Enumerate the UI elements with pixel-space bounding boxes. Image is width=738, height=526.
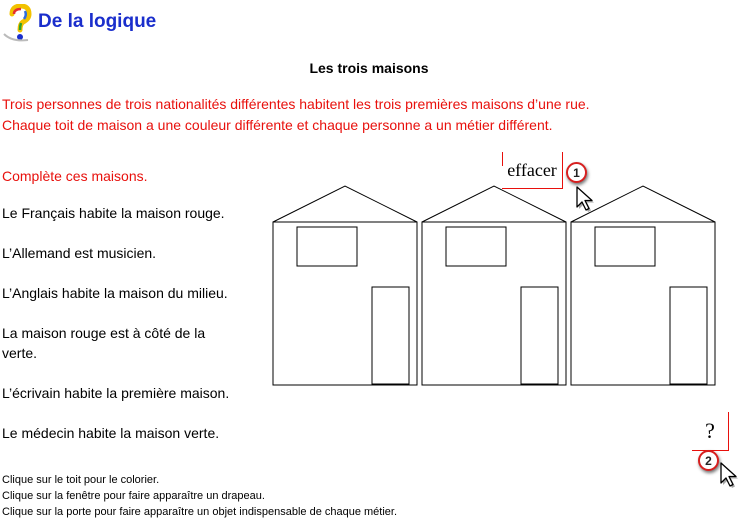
help-text-line: Clique sur la porte pour faire apparaître un objet indispensable de chaque métier.: [2, 506, 398, 518]
house-1: [273, 186, 417, 385]
house-1-door[interactable]: [372, 287, 409, 384]
erase-button[interactable]: effacer: [502, 152, 563, 189]
houses-area: [270, 184, 720, 388]
clue-text: Le médecin habite la maison verte.: [2, 425, 220, 441]
house-2-door[interactable]: [521, 287, 558, 384]
house-1-roof[interactable]: [273, 186, 417, 222]
house-2: [422, 186, 566, 385]
help-text-line: Clique sur la fenêtre pour faire apparaître un drapeau.: [2, 490, 265, 502]
question-mark-logo-icon: [2, 4, 32, 44]
intro-text-line: Chaque toit de maison a une couleur différente et chaque personne a un métier différent.: [2, 117, 553, 133]
help-text-line: Clique sur le toit pour le colorier.: [2, 474, 160, 486]
instruction-text: Complète ces maisons.: [2, 168, 148, 184]
page-title: Les trois maisons: [309, 60, 429, 76]
app-title: De la logique: [38, 11, 157, 32]
house-2-window[interactable]: [446, 227, 506, 266]
house-3: [571, 186, 715, 385]
house-3-window[interactable]: [595, 227, 655, 266]
clue-text: L’Allemand est musicien.: [2, 245, 157, 261]
callout-badge-2: 2: [698, 450, 719, 471]
erase-button-edge: [502, 152, 503, 166]
clue-text: verte.: [2, 345, 38, 361]
check-answer-button[interactable]: ?: [692, 412, 729, 451]
mouse-cursor-icon: [718, 460, 738, 488]
clue-text: L’écrivain habite la première maison.: [2, 385, 230, 401]
callout-badge-1: 1: [566, 162, 587, 183]
intro-text-line: Trois personnes de trois nationalités différentes habitent les trois premières maisons d’une rue.: [2, 96, 590, 112]
house-3-door[interactable]: [670, 287, 707, 384]
clue-text: L’Anglais habite la maison du milieu.: [2, 285, 228, 301]
mouse-cursor-icon: [574, 184, 594, 212]
house-1-window[interactable]: [297, 227, 357, 266]
clue-text: La maison rouge est à côté de la: [2, 325, 206, 341]
house-2-roof[interactable]: [422, 186, 566, 222]
clue-text: Le Français habite la maison rouge.: [2, 205, 225, 221]
